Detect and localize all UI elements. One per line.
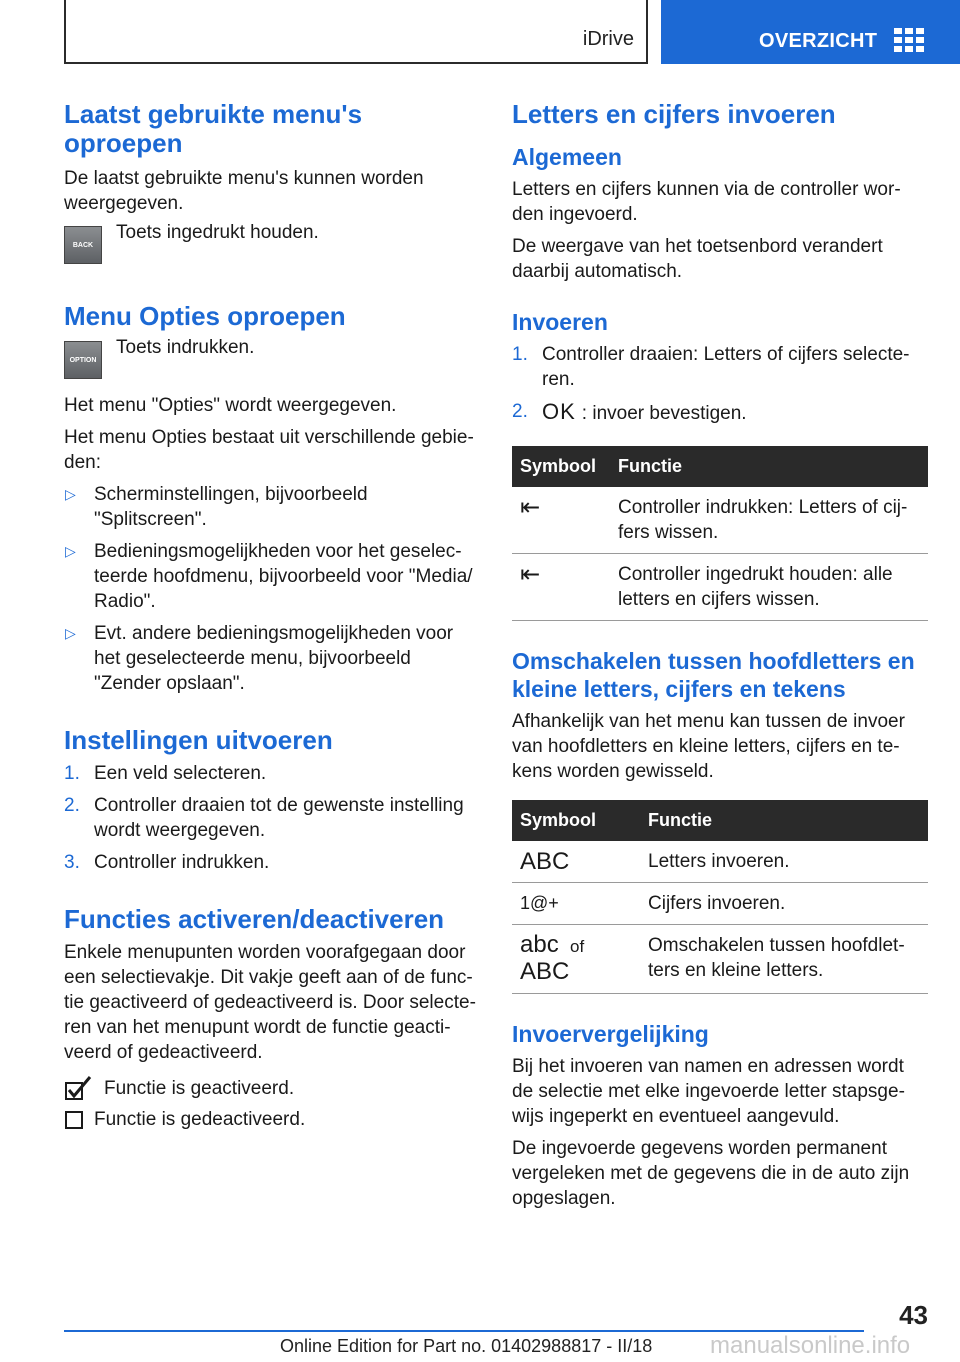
table-row [512,883,928,925]
checkbox-checked-icon [64,1075,94,1101]
table-row [512,925,928,994]
table-cell: Letters invoeren. [640,841,928,883]
section-title-letters: Letters en cijfers invoeren [512,99,836,129]
option-key-text: Toets indrukken. [116,337,255,358]
deactivated-row [64,1107,479,1132]
list-item: 1. Een veld selecteren. [64,763,267,784]
section-title-settings: Instellingen uitvoeren [64,725,333,755]
input-compare-text-1: Bij het invoeren van namen en adressen wordt de selectie met elke ingevoerde letter stapsgewijs ingeperkt en eventueel aangevuld. [512,1056,905,1127]
input-steps [512,342,928,426]
back-key-row [64,222,479,264]
table-header: Functie [610,446,928,487]
options-text-1: Het menu "Opties" wordt weergegeven. [64,395,397,416]
header-section-label: iDrive [582,28,634,50]
table-row [512,554,928,621]
bullet-triangle-icon: ▷ [65,486,76,502]
functions-text: Enkele menupunten worden voorafgegaan door een selectievakje. Dit vakje geeft aan of de functie geactiveerd of gedeactiveerd is. Door selecteren van het menupunt wordt de functie geactiveerd of gedeactiveerd. [64,942,476,1063]
activated-text: Functie is geactiveerd. [104,1077,295,1099]
subsection-input: Invoeren [512,309,608,335]
abc-uppercase-icon: ABC [520,958,570,985]
section-title-functions: Functies activeren/deactiveren [64,904,445,934]
delete-symbol-table [512,446,928,621]
list-item: 1. Controller draaien: Letters of cijfers selecteren. [512,344,910,390]
checkbox-empty-icon [64,1110,84,1130]
recent-menus-text: De laatst gebruikte menu's kunnen worden weergegeven. [64,168,424,214]
list-item: 3. Controller indrukken. [64,852,270,873]
options-bullet-list [64,482,479,696]
general-text-2: De weergave van het toetsenbord verandert daarbij automatisch. [512,236,883,282]
ok-icon: OK [542,399,576,424]
option-key-icon: OPTION [64,341,102,379]
subsection-input-compare: Invoervergelijking [512,1021,709,1047]
list-item: ▷ Evt. andere bedieningsmogelijkheden voor het geselecteerde menu, bijvoorbeeld "Zender opslaan". [65,623,454,694]
subsection-case-switch: Omschakelen tussen hoofdletters en kleine letters, cijfers en tekens [512,648,915,702]
table-cell: Controller indrukken: Letters of cijfers wissen. [610,487,928,554]
option-key-row [64,337,479,379]
case-switch-text: Afhankelijk van het menu kan tussen de invoer van hoofdletters en kleine letters, cijfers en tekens worden gewisseld. [512,711,905,782]
table-cell: Cijfers invoeren. [640,883,928,925]
case-toggle-cell: abc of ABC [512,925,640,994]
page-number: 43 [899,1300,928,1330]
list-item: ▷ Scherminstellingen, bijvoorbeeld "Splitscreen". [65,484,368,530]
table-cell: Omschakelen tussen hoofdletters en kleine letters. [640,925,928,994]
header-section-box [64,0,648,64]
bullet-triangle-icon: ▷ [65,543,76,559]
list-item: ▷ Bedieningsmogelijkheden voor het geselecteerde hoofdmenu, bijvoorbeeld voor "Media/ Radio". [65,541,473,612]
table-row [512,841,928,883]
table-header: Symbool [512,800,640,841]
table-row [512,487,928,554]
input-compare-text-2: De ingevoerde gegevens worden permanent vergeleken met de gegevens die in de auto zijn opgeslagen. [512,1138,910,1209]
back-key-icon: BACK [64,226,102,264]
overview-nav-button[interactable] [661,0,960,64]
table-header: Functie [640,800,928,841]
table-cell: Controller ingedrukt houden: alle letters en cijfers wissen. [610,554,928,621]
section-title-options-menu: Menu Opties oproepen [64,301,346,331]
case-symbol-table [512,800,928,994]
numbers-symbols-icon: 1@+ [512,883,640,925]
watermark: manualsonline.info [710,1332,911,1359]
options-text-2: Het menu Opties bestaat uit verschillende gebieden: [64,427,474,473]
grid-menu-icon [894,28,924,52]
table-header: Symbool [512,446,610,487]
section-title-recent-menus: Laatst gebruikte menu's oproepen [64,99,363,158]
back-key-text: Toets ingedrukt houden. [116,222,319,243]
subsection-general: Algemeen [512,144,622,170]
list-item: 2. OK : invoer bevestigen. [512,399,747,424]
overview-nav-label: OVERZICHT [759,30,878,52]
right-column [512,100,928,1211]
edition-text: Online Edition for Part no. 01402988817 - II/18 [280,1336,653,1356]
left-column [64,100,479,1132]
delete-icon: ⇤ [512,554,610,621]
abc-lowercase-icon: abc [520,931,559,958]
list-item: 2. Controller draaien tot de gewenste instelling wordt weergegeven. [64,795,464,841]
abc-uppercase-icon: ABC [512,841,640,883]
activated-row [64,1075,479,1101]
general-text-1: Letters en cijfers kunnen via de controller worden ingevoerd. [512,179,901,225]
delete-icon: ⇤ [512,487,610,554]
bullet-triangle-icon: ▷ [65,625,76,641]
deactivated-text: Functie is gedeactiveerd. [94,1109,306,1130]
settings-steps [64,761,479,875]
